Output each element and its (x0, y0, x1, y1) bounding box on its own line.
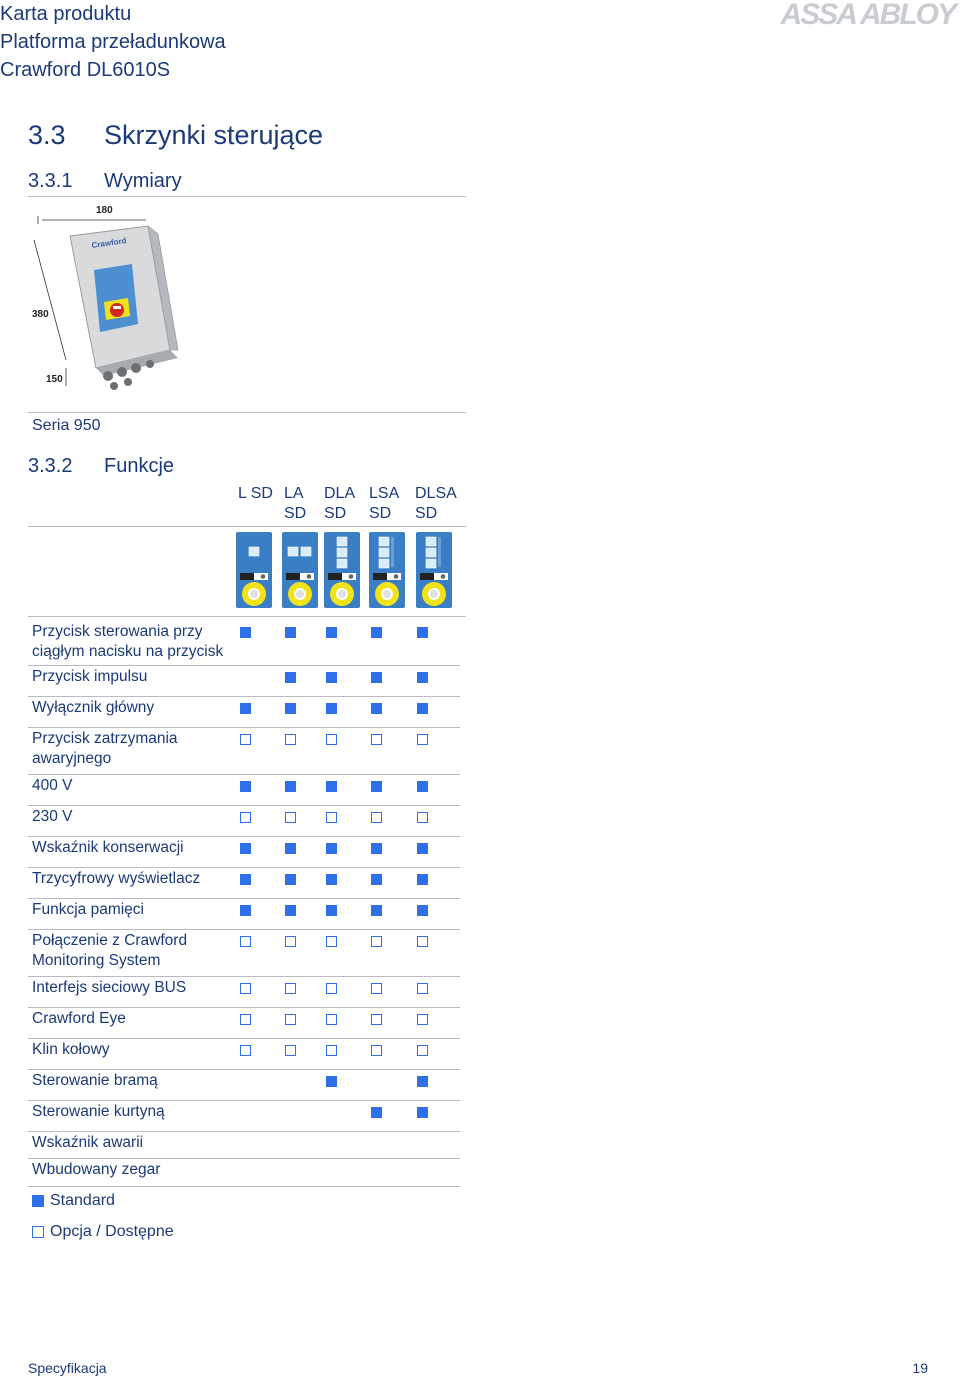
column-header (415, 484, 457, 524)
standard-mark-icon (371, 905, 382, 916)
option-mark-icon (326, 1014, 337, 1025)
control-panel-image (369, 532, 405, 608)
control-panel-image (236, 532, 272, 608)
column-header-line: DLSA (415, 485, 457, 502)
feature-row (28, 898, 460, 930)
section-number: 3.3 (28, 120, 66, 150)
document-header (0, 0, 226, 84)
standard-mark-icon (240, 905, 251, 916)
standard-mark-icon (371, 781, 382, 792)
option-mark-icon (326, 936, 337, 947)
standard-mark-icon (326, 627, 337, 638)
feature-label: 230 V (32, 808, 73, 825)
subsection-dimensions-heading (28, 170, 182, 193)
option-mark-icon (371, 936, 382, 947)
option-mark-icon (417, 734, 428, 745)
feature-label: Przycisk impulsu (32, 668, 148, 685)
brand-label: Crawford (91, 236, 128, 250)
control-panel-image (282, 532, 318, 608)
standard-mark-icon (285, 703, 296, 714)
column-header-line: SD (324, 505, 347, 522)
standard-mark-icon (371, 627, 382, 638)
feature-label: Sterowanie kurtyną (32, 1103, 165, 1120)
option-mark-icon (285, 1014, 296, 1025)
feature-row (28, 1038, 460, 1070)
column-header-line: SD (369, 505, 392, 522)
feature-row (28, 929, 460, 977)
subsection-title: Wymiary (104, 170, 182, 192)
standard-mark-icon (240, 843, 251, 854)
divider (28, 412, 466, 413)
subsection-number: 3.3.1 (28, 170, 73, 192)
standard-mark-icon (285, 672, 296, 683)
option-mark-icon (240, 936, 251, 947)
standard-mark-icon (417, 703, 428, 714)
standard-mark-icon (326, 672, 337, 683)
standard-mark-icon (371, 672, 382, 683)
option-mark-icon (371, 734, 382, 745)
standard-mark-icon (417, 781, 428, 792)
standard-mark-icon (285, 874, 296, 885)
column-header (284, 484, 306, 524)
column-header-line: SD (284, 505, 307, 522)
standard-mark-icon (285, 843, 296, 854)
standard-mark-icon (240, 874, 251, 885)
option-mark-icon (285, 812, 296, 823)
feature-label: Sterowanie bramą (32, 1072, 158, 1089)
option-mark-icon (240, 812, 251, 823)
standard-mark-icon (240, 703, 251, 714)
feature-row (28, 836, 460, 868)
subsection-title: Funkcje (104, 455, 175, 477)
option-mark-icon (417, 1014, 428, 1025)
standard-mark-icon (326, 703, 337, 714)
legend-option-label: Opcja / Dostępne (50, 1223, 174, 1240)
feature-label: Trzycyfrowy wyświetlacz (32, 870, 201, 887)
feature-row (28, 867, 460, 899)
column-header-line: L SD (238, 485, 273, 502)
feature-row (28, 665, 460, 697)
column-header (238, 484, 273, 504)
option-mark-icon (240, 983, 251, 994)
feature-row (28, 1069, 460, 1101)
standard-mark-icon (326, 874, 337, 885)
feature-row (28, 1158, 460, 1187)
section-heading (28, 120, 323, 151)
feature-label: Wbudowany zegar (32, 1161, 161, 1178)
feature-row (28, 696, 460, 728)
option-mark-icon (285, 983, 296, 994)
control-panel-image (416, 532, 452, 608)
feature-label: Wskaźnik awarii (32, 1134, 144, 1151)
column-header-line: SD (415, 505, 438, 522)
feature-label: Interfejs sieciowy BUS (32, 979, 187, 996)
feature-row (28, 727, 460, 775)
standard-mark-icon (326, 781, 337, 792)
standard-mark-icon (240, 627, 251, 638)
feature-row (28, 620, 460, 666)
standard-mark-icon (285, 781, 296, 792)
divider (28, 526, 466, 527)
option-mark-icon (240, 1045, 251, 1056)
width-dim: 180 (96, 205, 113, 216)
standard-mark-icon (417, 843, 428, 854)
legend-standard (32, 1192, 115, 1210)
legend-option (32, 1223, 174, 1241)
column-header-line: DLA (324, 485, 356, 502)
standard-mark-icon (417, 1107, 428, 1118)
option-mark-icon (417, 936, 428, 947)
standard-mark-icon (32, 1195, 44, 1207)
feature-row (28, 1100, 460, 1132)
feature-label: Wyłącznik główny (32, 699, 155, 716)
option-mark-icon (371, 812, 382, 823)
option-mark-icon (417, 983, 428, 994)
footer-section: Specyfikacja (28, 1360, 107, 1376)
feature-label: Klin kołowy (32, 1041, 110, 1058)
column-header (369, 484, 399, 524)
standard-mark-icon (371, 874, 382, 885)
standard-mark-icon (417, 874, 428, 885)
series-label: Seria 950 (32, 417, 101, 434)
feature-label: Funkcja pamięci (32, 901, 144, 918)
feature-label: Crawford Eye (32, 1010, 126, 1027)
assa-abloy-logo: ASSA ABLOY (780, 0, 955, 31)
feature-label: Wskaźnik konserwacji (32, 839, 184, 856)
option-mark-icon (326, 734, 337, 745)
feature-label: 400 V (32, 777, 73, 794)
control-panel-image (324, 532, 360, 608)
standard-mark-icon (326, 843, 337, 854)
standard-mark-icon (285, 905, 296, 916)
option-mark-icon (371, 1014, 382, 1025)
standard-mark-icon (417, 627, 428, 638)
option-mark-icon (285, 1045, 296, 1056)
standard-mark-icon (417, 1076, 428, 1087)
option-mark-icon (32, 1226, 44, 1238)
depth-dim: 150 (46, 374, 63, 385)
feature-row (28, 805, 460, 837)
option-mark-icon (371, 1045, 382, 1056)
feature-label: Przycisk zatrzymania awaryjnego (32, 730, 178, 767)
page-number: 19 (912, 1360, 928, 1376)
subsection-functions-heading (28, 455, 174, 478)
column-header (324, 484, 355, 524)
option-mark-icon (285, 734, 296, 745)
section-title: Skrzynki sterujące (104, 120, 324, 150)
feature-row (28, 1007, 460, 1039)
feature-label: Przycisk sterowania przy ciągłym nacisku na przycisk (32, 623, 224, 660)
header-line-1: Karta produktu (0, 3, 132, 25)
subsection-number: 3.3.2 (28, 455, 73, 477)
standard-mark-icon (326, 1076, 337, 1087)
option-mark-icon (240, 1014, 251, 1025)
standard-mark-icon (285, 627, 296, 638)
legend-standard-label: Standard (50, 1192, 115, 1209)
standard-mark-icon (417, 905, 428, 916)
option-mark-icon (371, 983, 382, 994)
option-mark-icon (417, 1045, 428, 1056)
option-mark-icon (285, 936, 296, 947)
divider (28, 616, 466, 617)
control-box-figure (28, 200, 198, 400)
option-mark-icon (326, 1045, 337, 1056)
standard-mark-icon (417, 672, 428, 683)
feature-row (28, 976, 460, 1008)
divider (28, 196, 466, 197)
header-line-3: Crawford DL6010S (0, 59, 171, 81)
option-mark-icon (326, 812, 337, 823)
column-header-line: LA (284, 485, 304, 502)
standard-mark-icon (371, 843, 382, 854)
feature-row (28, 1131, 460, 1159)
column-header-line: LSA (369, 485, 400, 502)
standard-mark-icon (371, 1107, 382, 1118)
standard-mark-icon (371, 703, 382, 714)
standard-mark-icon (240, 781, 251, 792)
height-dim: 380 (32, 309, 49, 320)
feature-label: Połączenie z Crawford Monitoring System (32, 932, 188, 969)
option-mark-icon (240, 734, 251, 745)
standard-mark-icon (326, 905, 337, 916)
option-mark-icon (417, 812, 428, 823)
header-line-2: Platforma przeładunkowa (0, 31, 226, 53)
feature-row (28, 774, 460, 806)
option-mark-icon (326, 983, 337, 994)
